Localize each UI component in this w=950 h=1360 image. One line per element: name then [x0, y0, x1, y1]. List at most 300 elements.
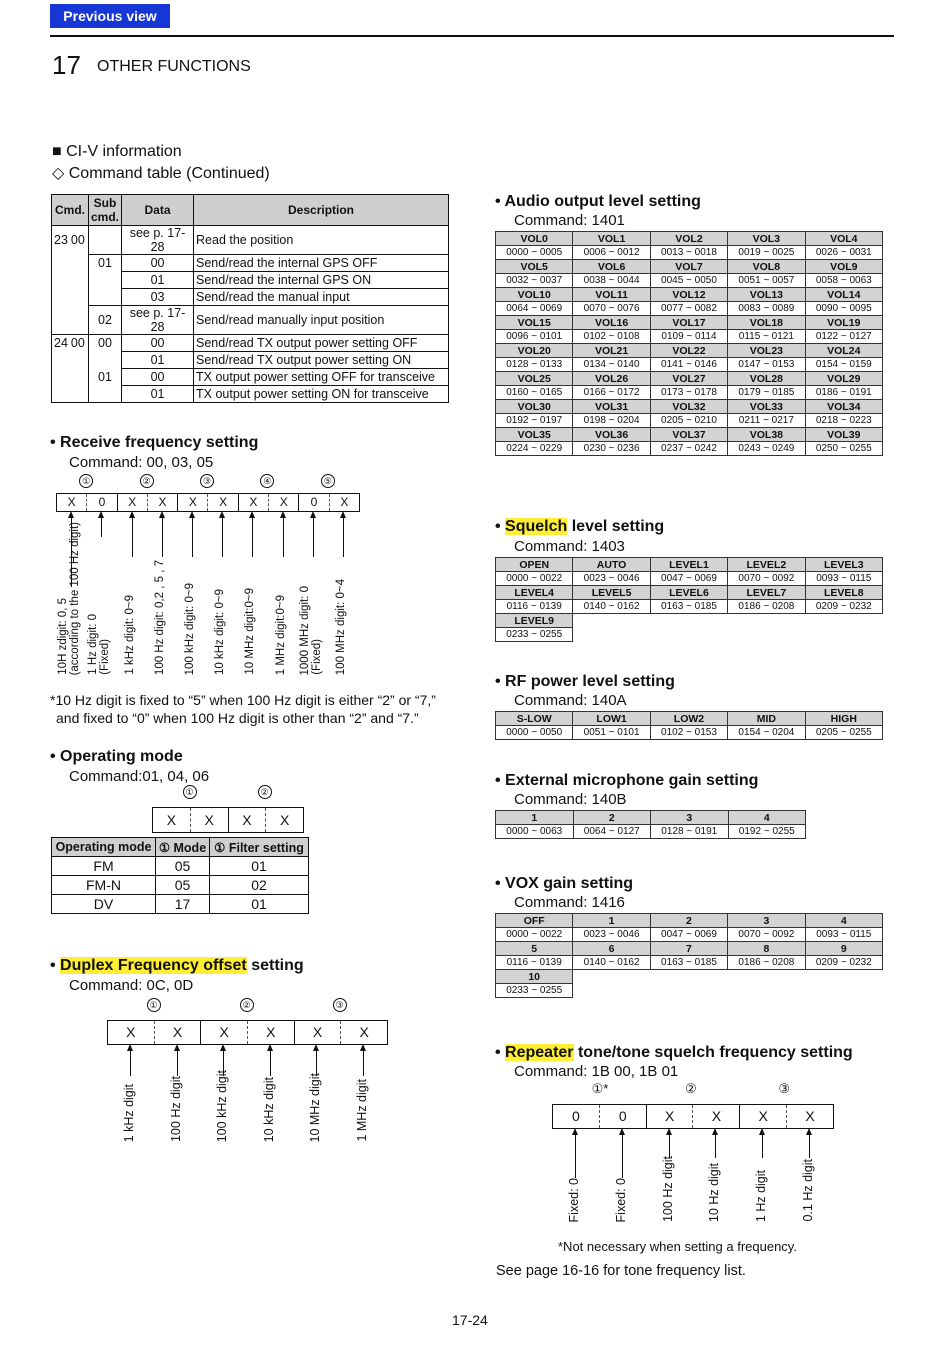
digit-label: Fixed: 0 — [567, 1177, 582, 1222]
receive-freq-note-1: *10 Hz digit is fixed to “5” when 100 Hz digit is either “2” or “7,” — [50, 692, 436, 708]
marker-circle: ⑤ — [321, 474, 335, 488]
level-name: VOL33 — [728, 400, 805, 414]
level-range: 0163 ~ 0185 — [650, 956, 727, 970]
level-range: 0186 ~ 0191 — [805, 386, 882, 400]
digit-label: (Fixed) — [99, 639, 112, 675]
pointer-arrow — [622, 1134, 623, 1178]
level-name: VOL15 — [496, 316, 573, 330]
digit-label: 10 kHz digit — [261, 1076, 276, 1142]
repeater-see-note: See page 16-16 for tone frequency list. — [496, 1263, 746, 1279]
cell-data: 03 — [122, 289, 194, 306]
level-name: VOL9 — [805, 260, 882, 274]
cell-cmd — [52, 272, 89, 289]
level-name: VOL29 — [805, 372, 882, 386]
operating-mode-table — [51, 837, 309, 914]
level-range: 0141 ~ 0146 — [650, 358, 727, 372]
extmic-table — [495, 810, 806, 839]
level-range: 0064 ~ 0127 — [573, 825, 651, 839]
level-range-row — [496, 928, 883, 942]
level-range: 0205 ~ 0210 — [650, 414, 727, 428]
command-row — [52, 369, 449, 386]
level-name: 3 — [728, 914, 805, 928]
cmd-value: 23 — [54, 233, 68, 248]
level-range: 0198 ~ 0204 — [573, 414, 650, 428]
level-name: VOL34 — [805, 400, 882, 414]
duplex-labels — [107, 1044, 387, 1144]
command-row — [52, 226, 449, 255]
cell-data: 00 — [122, 255, 194, 272]
pointer-arrow — [252, 517, 253, 557]
squelch-title-highlight: Squelch — [505, 518, 568, 535]
level-name: 6 — [573, 942, 650, 956]
digit-cell: X — [228, 808, 266, 832]
level-range-row — [496, 358, 883, 372]
command-row — [52, 306, 449, 335]
level-range: 0045 ~ 0050 — [650, 274, 727, 288]
level-range: 0243 ~ 0249 — [728, 442, 805, 456]
pointer-arrow — [313, 517, 314, 557]
level-range: 0077 ~ 0082 — [650, 302, 727, 316]
digit-cell: X — [646, 1105, 693, 1128]
level-range: 0070 ~ 0092 — [728, 572, 805, 586]
subcmd-value: 02 — [98, 313, 112, 327]
mode-cell: 02 — [210, 876, 309, 895]
level-range: 0224 ~ 0229 — [496, 442, 573, 456]
level-range: 0230 ~ 0236 — [573, 442, 650, 456]
duplex-command: Command: 0C, 0D — [69, 977, 194, 994]
repeater-labels — [552, 1128, 834, 1224]
level-range: 0093 ~ 0115 — [805, 928, 882, 942]
vox-table — [495, 913, 883, 998]
level-header-row — [496, 316, 883, 330]
level-name: LEVEL3 — [805, 558, 882, 572]
mode-cell: 01 — [210, 895, 309, 914]
digit-label: 1 kHz digit — [122, 1083, 137, 1142]
cell-subcmd — [89, 289, 122, 306]
level-range: 0047 ~ 0069 — [650, 928, 727, 942]
level-range: 0064 ~ 0069 — [496, 302, 573, 316]
cell-subcmd — [89, 386, 122, 403]
level-header-row — [496, 232, 883, 246]
duplex-title — [50, 957, 304, 975]
command-row — [52, 255, 449, 272]
level-range: 0032 ~ 0037 — [496, 274, 573, 288]
vox-command: Command: 1416 — [514, 894, 625, 911]
level-name: VOL24 — [805, 344, 882, 358]
squelch-title-rest: level setting — [567, 518, 665, 535]
level-name: 2 — [573, 811, 651, 825]
digit-cell: X — [67, 495, 76, 509]
level-name: AUTO — [573, 558, 650, 572]
level-range: 0070 ~ 0076 — [573, 302, 650, 316]
marker-circle: ② — [140, 474, 154, 488]
col-description: Description — [194, 195, 449, 226]
cell-description: Send/read the manual input — [194, 289, 449, 306]
level-range: 0051 ~ 0101 — [573, 726, 650, 740]
level-range: 0147 ~ 0153 — [728, 358, 805, 372]
command-row — [52, 335, 449, 352]
level-header-row — [496, 586, 883, 600]
section-subtitle: ◇ Command table (Continued) — [52, 165, 270, 182]
pointer-arrow — [363, 1050, 364, 1076]
digit-label: 1 kHz digit: 0~9 — [123, 595, 136, 675]
cell-subcmd — [89, 255, 122, 272]
cell-subcmd — [89, 352, 122, 369]
marker-circle: ② — [258, 785, 272, 799]
level-name: HIGH — [805, 712, 882, 726]
digit-label: 10 MHz digit — [308, 1072, 323, 1142]
level-name: S-LOW — [496, 712, 573, 726]
repeater-title-highlight: Repeater — [505, 1044, 574, 1061]
subcmd-inline: 00 — [70, 233, 85, 248]
duplex-bullet: • — [50, 957, 61, 974]
col-cmd: Cmd. — [52, 195, 89, 226]
level-range: 0179 ~ 0185 — [728, 386, 805, 400]
mode-cell: 05 — [156, 876, 210, 895]
level-name: VOL6 — [573, 260, 650, 274]
level-header-row — [496, 428, 883, 442]
level-name: LEVEL8 — [805, 586, 882, 600]
digit-cell: 0 — [86, 494, 116, 511]
level-range: 0096 ~ 0101 — [496, 330, 573, 344]
subcmd-value: 00 — [98, 336, 112, 351]
level-range: 0237 ~ 0242 — [650, 442, 727, 456]
level-name: 1 — [573, 914, 650, 928]
digit-label: 100 Hz digit: 0,2 , 5 , 7 — [153, 559, 166, 675]
level-name: VOL37 — [650, 428, 727, 442]
level-name: VOL30 — [496, 400, 573, 414]
rfpower-table — [495, 711, 883, 740]
digit-cell: X — [154, 1021, 201, 1044]
previous-view-button[interactable]: Previous view — [50, 4, 170, 28]
pointer-arrow — [575, 1134, 576, 1178]
level-name: 9 — [805, 942, 882, 956]
pointer-arrow — [270, 1050, 271, 1076]
rfpower-title: • RF power level setting — [495, 673, 675, 690]
level-header-row — [496, 344, 883, 358]
level-range: 0038 ~ 0044 — [573, 274, 650, 288]
level-name: VOL25 — [496, 372, 573, 386]
header-rule — [50, 35, 894, 37]
level-name: 10 — [496, 970, 573, 984]
level-range: 0160 ~ 0165 — [496, 386, 573, 400]
level-range: 0051 ~ 0057 — [728, 274, 805, 288]
level-name: VOL23 — [728, 344, 805, 358]
command-row — [52, 289, 449, 306]
marker-circle: ④ — [260, 474, 274, 488]
level-range: 0209 ~ 0232 — [805, 600, 882, 614]
level-name: 7 — [650, 942, 727, 956]
page-number: 17-24 — [452, 1312, 488, 1328]
level-name: LEVEL5 — [573, 586, 650, 600]
digit-label: Fixed: 0 — [614, 1177, 628, 1222]
digit-cell: X — [294, 1021, 341, 1044]
digit-cell: X — [340, 1021, 387, 1044]
digit-label: 1 Hz digit — [754, 1169, 768, 1222]
digit-cell: X — [238, 494, 268, 511]
cell-description: TX output power setting OFF for transceive — [194, 369, 449, 386]
level-range: 0233 ~ 0255 — [496, 984, 573, 998]
level-range: 0205 ~ 0255 — [805, 726, 882, 740]
level-name: VOL27 — [650, 372, 727, 386]
level-name: VOL20 — [496, 344, 573, 358]
duplex-title-rest: setting — [246, 957, 304, 974]
level-name: VOL7 — [650, 260, 727, 274]
level-range-row — [496, 442, 883, 456]
cell-subcmd — [89, 369, 122, 386]
level-header-row — [496, 260, 883, 274]
digit-label: 1 MHz digit:0~9 — [274, 594, 287, 675]
level-name: 4 — [805, 914, 882, 928]
level-range: 0006 ~ 0012 — [573, 246, 650, 260]
repeater-bullet: • — [495, 1044, 506, 1061]
squelch-title — [495, 518, 664, 536]
digit-cell: X — [147, 494, 177, 511]
digit-label: 10H zdigit: 0, 5 — [57, 598, 70, 675]
level-name: VOL3 — [728, 232, 805, 246]
command-row — [52, 352, 449, 369]
cell-data: 00 — [122, 335, 194, 352]
level-range: 0000 ~ 0022 — [496, 928, 573, 942]
duplex-digits — [107, 1020, 388, 1045]
level-range: 0000 ~ 0005 — [496, 246, 573, 260]
level-name: VOL36 — [573, 428, 650, 442]
cell-data: 01 — [122, 272, 194, 289]
pointer-arrow — [132, 517, 133, 557]
audio-table — [495, 231, 883, 456]
level-name: 3 — [651, 811, 729, 825]
level-range: 0218 ~ 0223 — [805, 414, 882, 428]
marker-circle: ① — [147, 998, 161, 1012]
cell-subcmd — [89, 272, 122, 289]
digit-cell: X — [247, 1021, 294, 1044]
subcmd-value: 01 — [98, 256, 112, 271]
pointer-arrow — [162, 517, 163, 557]
level-range: 0093 ~ 0115 — [805, 572, 882, 586]
level-name: VOL18 — [728, 316, 805, 330]
level-range: 0083 ~ 0089 — [728, 302, 805, 316]
level-name: LEVEL7 — [728, 586, 805, 600]
level-name: LEVEL4 — [496, 586, 573, 600]
level-header-row — [496, 614, 883, 628]
cell-cmd — [52, 369, 89, 386]
level-range: 0173 ~ 0178 — [650, 386, 727, 400]
level-name: VOL32 — [650, 400, 727, 414]
pointer-arrow — [343, 517, 344, 557]
level-range: 0023 ~ 0046 — [573, 572, 650, 586]
repeater-markers — [552, 1081, 834, 1097]
digit-cell: 0 — [599, 1105, 646, 1128]
level-header-row — [496, 372, 883, 386]
level-name: LEVEL6 — [650, 586, 727, 600]
receive-freq-labels — [56, 511, 360, 677]
level-name: VOL16 — [573, 316, 650, 330]
pointer-arrow — [669, 1134, 670, 1158]
level-range: 0115 ~ 0121 — [728, 330, 805, 344]
level-name: VOL12 — [650, 288, 727, 302]
cell-cmd — [52, 289, 89, 306]
level-range-row — [496, 330, 883, 344]
level-header-row — [496, 712, 883, 726]
level-range: 0116 ~ 0139 — [496, 956, 573, 970]
chapter-number: 17 — [52, 50, 81, 80]
digit-label: (Fixed) — [310, 639, 323, 675]
level-name: VOL10 — [496, 288, 573, 302]
level-range: 0250 ~ 0255 — [805, 442, 882, 456]
command-row — [52, 272, 449, 289]
level-range: 0122 ~ 0127 — [805, 330, 882, 344]
repeater-command: Command: 1B 00, 1B 01 — [514, 1063, 679, 1080]
level-name: 8 — [728, 942, 805, 956]
marker-circle: ① — [183, 785, 197, 799]
level-name: VOL13 — [728, 288, 805, 302]
level-range: 0211 ~ 0217 — [728, 414, 805, 428]
level-range: 0116 ~ 0139 — [496, 600, 573, 614]
level-range: 0209 ~ 0232 — [805, 956, 882, 970]
level-name: VOL26 — [573, 372, 650, 386]
level-range: 0140 ~ 0162 — [573, 956, 650, 970]
level-range: 0166 ~ 0172 — [573, 386, 650, 400]
cell-cmd — [52, 226, 89, 255]
digit-cell: X — [786, 1105, 833, 1128]
digit-cell: X — [190, 808, 228, 832]
level-range: 0058 ~ 0063 — [805, 274, 882, 288]
level-name: 5 — [496, 942, 573, 956]
level-range-row — [496, 600, 883, 614]
section-title: ■ CI-V information — [52, 143, 182, 160]
level-name: VOL8 — [728, 260, 805, 274]
chapter-title: OTHER FUNCTIONS — [97, 58, 251, 75]
squelch-bullet: • — [495, 518, 506, 535]
cell-data: 01 — [122, 352, 194, 369]
pointer-arrow — [283, 517, 284, 557]
operating-mode-digits — [152, 807, 304, 833]
level-header-row — [496, 970, 883, 984]
cell-cmd — [52, 306, 89, 335]
mode-cell: 05 — [156, 857, 210, 876]
level-range: 0192 ~ 0255 — [728, 825, 806, 839]
level-range-row — [496, 414, 883, 428]
digit-label: 10 MHz digit:0~9 — [244, 588, 257, 675]
digit-cell: X — [329, 494, 359, 511]
level-name: LEVEL2 — [728, 558, 805, 572]
digit-label: 100 kHz digit: 0~9 — [183, 582, 196, 675]
digit-label: 1 Hz digit: 0 — [87, 614, 100, 675]
level-name: VOL17 — [650, 316, 727, 330]
level-name: LEVEL1 — [650, 558, 727, 572]
marker-circle: ② — [685, 1081, 697, 1096]
mode-col-operating: Operating mode — [52, 838, 156, 857]
digit-label: 1000 MHz digit: 0 — [298, 585, 311, 675]
digit-cell: X — [117, 494, 147, 511]
digit-cell: X — [200, 1021, 247, 1044]
pointer-arrow — [130, 1050, 131, 1076]
cell-data: see p. 17-28 — [122, 226, 194, 255]
digit-label: 100 MHz digit: 0~4 — [334, 578, 347, 675]
cell-description: Send/read TX output power setting ON — [194, 352, 449, 369]
level-range: 0102 ~ 0153 — [650, 726, 727, 740]
level-header-row — [496, 914, 883, 928]
level-name: VOL31 — [573, 400, 650, 414]
level-range: 0128 ~ 0191 — [651, 825, 729, 839]
receive-freq-title: • Receive frequency setting — [50, 434, 259, 451]
pointer-arrow — [762, 1134, 763, 1158]
pointer-arrow — [101, 517, 102, 537]
level-header-row — [496, 942, 883, 956]
marker-circle: ② — [240, 998, 254, 1012]
cell-data: 00 — [122, 369, 194, 386]
subcmd-inline: 00 — [70, 336, 85, 351]
level-range: 0163 ~ 0185 — [650, 600, 727, 614]
cell-cmd — [52, 335, 89, 352]
level-range: 0128 ~ 0133 — [496, 358, 573, 372]
level-range: 0070 ~ 0092 — [728, 928, 805, 942]
digit-label: 100 Hz digit — [660, 1155, 675, 1222]
operating-mode-title: • Operating mode — [50, 748, 183, 765]
repeater-title-rest: tone/tone squelch frequency setting — [573, 1044, 853, 1061]
level-range-row — [496, 628, 883, 642]
level-range: 0026 ~ 0031 — [805, 246, 882, 260]
level-range: 0140 ~ 0162 — [573, 600, 650, 614]
level-range-row — [496, 274, 883, 288]
digit-label: 10 kHz digit: 0~9 — [214, 589, 227, 675]
cell-description: Send/read the internal GPS OFF — [194, 255, 449, 272]
digit-cell: X — [177, 494, 207, 511]
level-range: 0154 ~ 0159 — [805, 358, 882, 372]
level-name: VOL14 — [805, 288, 882, 302]
level-range: 0192 ~ 0197 — [496, 414, 573, 428]
level-range-row — [496, 246, 883, 260]
level-range: 0023 ~ 0046 — [573, 928, 650, 942]
digit-label: (according to the 100 Hz digit) — [69, 521, 82, 675]
level-name: VOL28 — [728, 372, 805, 386]
digit-cell: X — [268, 494, 298, 511]
cell-description: Send/read manually input position — [194, 306, 449, 335]
level-name: VOL39 — [805, 428, 882, 442]
level-range: 0090 ~ 0095 — [805, 302, 882, 316]
digit-cell: 0 — [572, 1108, 580, 1124]
level-header-row — [496, 558, 883, 572]
mode-cell: 17 — [156, 895, 210, 914]
level-name: MID — [728, 712, 805, 726]
mode-col-filter: ① Filter setting — [210, 838, 309, 857]
level-name: VOL22 — [650, 344, 727, 358]
squelch-command: Command: 1403 — [514, 538, 625, 555]
operating-mode-command: Command:01, 04, 06 — [69, 768, 210, 785]
marker-circle: ③ — [333, 998, 347, 1012]
level-range-row — [496, 956, 883, 970]
digit-cell: 0 — [298, 494, 328, 511]
cell-description: Send/read the internal GPS ON — [194, 272, 449, 289]
pointer-arrow — [192, 517, 193, 557]
mode-cell: FM-N — [52, 876, 156, 895]
level-range-row — [496, 302, 883, 316]
level-range: 0000 ~ 0063 — [496, 825, 574, 839]
cmd-value: 24 — [54, 336, 68, 351]
level-range-row — [496, 572, 883, 586]
level-name: VOL21 — [573, 344, 650, 358]
squelch-table — [495, 557, 883, 642]
level-name: VOL1 — [573, 232, 650, 246]
col-data: Data — [122, 195, 194, 226]
marker-circle: ③ — [778, 1081, 790, 1096]
mode-cell: 01 — [210, 857, 309, 876]
level-range: 0109 ~ 0114 — [650, 330, 727, 344]
col-subcmd: Sub cmd. — [89, 195, 122, 226]
marker-circle: ① — [79, 474, 93, 488]
digit-cell: X — [265, 808, 303, 832]
level-name: LOW2 — [650, 712, 727, 726]
